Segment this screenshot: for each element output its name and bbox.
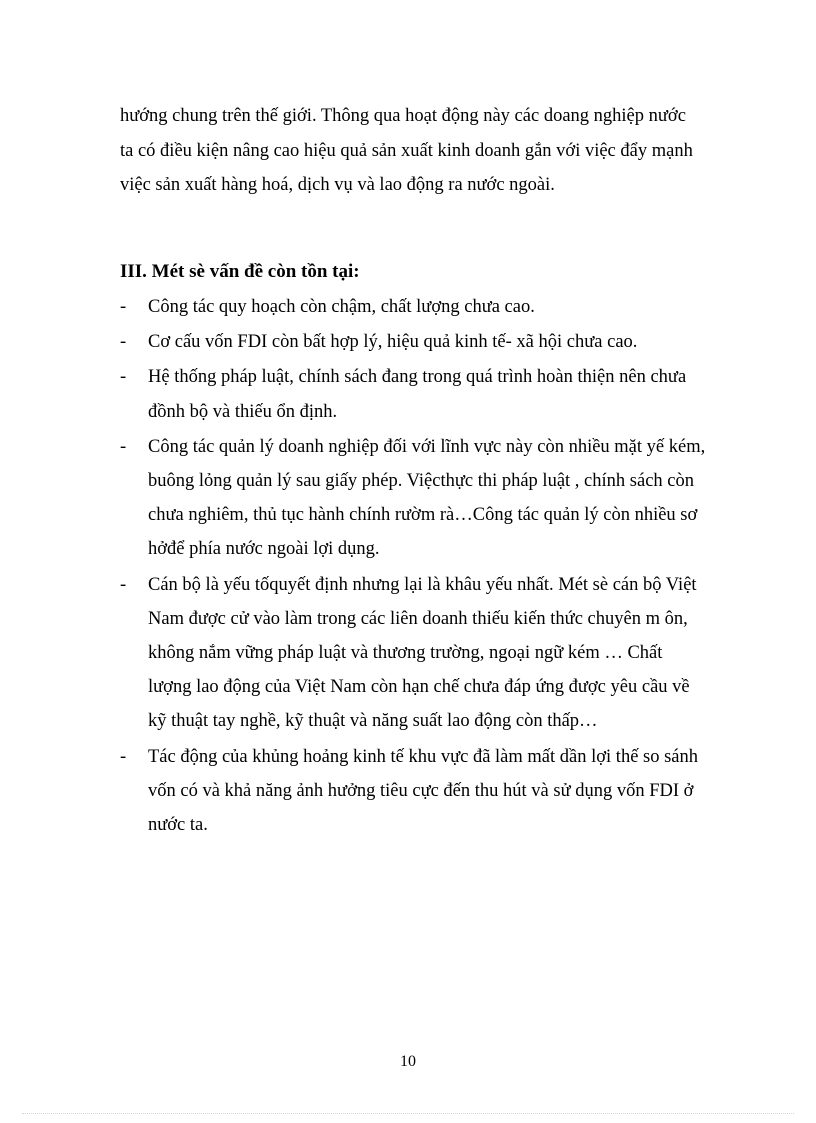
bullet-dash: - bbox=[120, 746, 127, 767]
list-item bbox=[120, 568, 710, 739]
page-number: 10 bbox=[400, 1053, 416, 1070]
bullet-dash: - bbox=[120, 332, 127, 353]
list-item bbox=[120, 325, 710, 359]
list-item-text: Cán bộ là yếu tốquyết định nhưng lại là khâu yếu nhất. Mét sè cán bộ Việt Nam được cử vào làm trong các liên doanh thiếu kiến thức chuyên m ôn, không nắm vững pháp luật và thương trường, ngoại ngữ kém … Chất lượng lao động của Việt Nam còn hạn chế chưa đáp ứng được yêu cầu về kỹ thuật tay nghề, kỹ thuật và năng suất lao động còn thấp… bbox=[148, 574, 697, 732]
intro-paragraph: hướng chung trên thế giới. Thông qua hoạt động này các doang nghiệp nước ta có điều kiện nâng cao hiệu quả sản xuất kinh doanh gắn với việc đẩy mạnh việc sản xuất hàng hoá, dịch vụ và lao động ra nước ngoài. bbox=[120, 106, 693, 195]
list-item-text: Cơ cấu vốn FDI còn bất hợp lý, hiệu quả kinh tế- xã hội chưa cao. bbox=[148, 332, 638, 353]
section-heading: III. Mét sè vấn đề còn tồn tại: bbox=[120, 261, 360, 282]
list-item-text: Công tác quy hoạch còn chậm, chất lượng chưa cao. bbox=[148, 297, 535, 317]
list-item-text: Hệ thống pháp luật, chính sách đang trong quá trình hoàn thiện nên chưa đồnh bộ và thiếu ổn định. bbox=[148, 367, 687, 422]
list-item bbox=[120, 290, 710, 324]
list-item bbox=[120, 430, 710, 567]
page-bottom-divider bbox=[22, 1113, 794, 1114]
bullet-dash: - bbox=[120, 367, 127, 388]
list-item bbox=[120, 740, 710, 843]
list-item-text: Công tác quản lý doanh nghiệp đối với lĩnh vực này còn nhiều mặt yế kém, buông lỏng quản lý sau giấy phép. Việcthực thi pháp luật , chính sách còn chưa nghiêm, thủ tục hành chính rườm rà…Công tác quản lý còn nhiều sơ hởđể phía nước ngoài lợi dụng. bbox=[148, 436, 706, 560]
bullet-dash: - bbox=[120, 574, 127, 595]
issues-list bbox=[120, 290, 710, 843]
bullet-dash: - bbox=[120, 436, 127, 457]
bullet-dash: - bbox=[120, 297, 127, 317]
list-item bbox=[120, 360, 710, 428]
list-item-text: Tác động của khủng hoảng kinh tế khu vực đã làm mất dần lợi thế so sánh vốn có và khả năng ảnh hưởng tiêu cực đến thu hút và sử dụng vốn FDI ở nước ta. bbox=[148, 746, 699, 836]
